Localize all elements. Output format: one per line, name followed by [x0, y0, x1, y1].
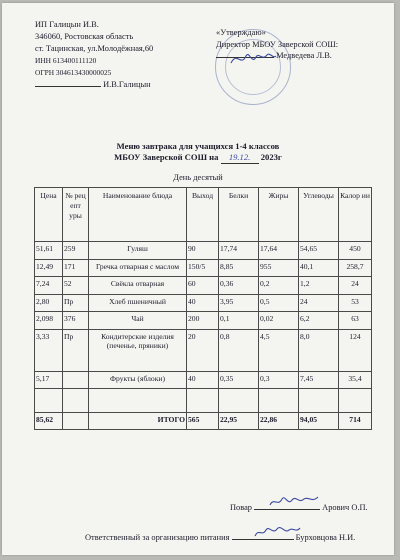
total-recipe [63, 413, 89, 430]
cell-dish: Чай [89, 312, 187, 330]
cell-yield: 90 [187, 242, 219, 260]
supplier-ogrn: ОГРН 304613430000025 [35, 68, 112, 77]
cell-yield: 40 [187, 371, 219, 389]
cell-carbs: 40,1 [299, 259, 339, 277]
menu-subtitle [2, 152, 394, 164]
cell-carbs: 1,2 [299, 277, 339, 295]
col-carbs: Углеводы [299, 188, 339, 242]
supplier-name: ИП Галицын И.В. [35, 20, 99, 29]
cook-name: Арович О.П. [322, 503, 368, 512]
cell-recipe: 171 [63, 259, 89, 277]
cell-carbs: 24 [299, 294, 339, 312]
cell-fat: 4,5 [259, 329, 299, 371]
cell-recipe: 376 [63, 312, 89, 330]
cell-protein: 0,8 [219, 329, 259, 371]
cook-signature-line [230, 503, 368, 512]
total-fat: 22,86 [259, 413, 299, 430]
cell-dish: Фрукты (яблоки) [89, 371, 187, 389]
table-row [35, 242, 372, 260]
col-calories: Калор ии [339, 188, 372, 242]
table-row-empty [35, 389, 372, 413]
cell-dish: Хлеб пшеничный [89, 294, 187, 312]
cell-protein: 8,85 [219, 259, 259, 277]
cell-yield: 200 [187, 312, 219, 330]
cell-dish: Гречка отварная с маслом [89, 259, 187, 277]
cell-dish: Кондитерские изделия (печенье, пряники) [89, 329, 187, 371]
cell-price: 2,80 [35, 294, 63, 312]
approval-block [216, 27, 338, 62]
menu-table [34, 187, 372, 430]
cell-dish: Гуляш [89, 242, 187, 260]
cell-calories: 124 [339, 329, 372, 371]
cell-price: 2,098 [35, 312, 63, 330]
supplier-address-1: 346060, Ростовская область [35, 32, 134, 41]
approver-position: Директор МБОУ Заверской СОШ: [216, 39, 339, 49]
cell-yield: 150/5 [187, 259, 219, 277]
total-carbs: 94,05 [299, 413, 339, 430]
cell-carbs: 54,65 [299, 242, 339, 260]
supplier-inn: ИНН 613400111120 [35, 56, 97, 65]
cell-protein: 17,74 [219, 242, 259, 260]
total-yield: 565 [187, 413, 219, 430]
table-total-row [35, 413, 372, 430]
table-header-row [35, 188, 372, 242]
cell-fat: 0,2 [259, 277, 299, 295]
cell-calories: 24 [339, 277, 372, 295]
total-protein: 22,95 [219, 413, 259, 430]
cell-carbs: 7,45 [299, 371, 339, 389]
table-row [35, 277, 372, 295]
school-label: МБОУ Заверской СОШ на [114, 152, 219, 162]
total-label: ИТОГО [89, 413, 187, 430]
cell-recipe [63, 371, 89, 389]
cell-protein: 0,35 [219, 371, 259, 389]
cell-yield: 60 [187, 277, 219, 295]
cell-fat: 0,5 [259, 294, 299, 312]
cook-label: Повар [230, 503, 252, 512]
cell-price: 7,24 [35, 277, 63, 295]
cell-fat: 0,02 [259, 312, 299, 330]
cell-price: 3,33 [35, 329, 63, 371]
supplier-signature-name: И.В.Галицын [103, 80, 151, 89]
table-row [35, 259, 372, 277]
approver-signature-line [216, 50, 338, 62]
cell-recipe: Пр [63, 329, 89, 371]
cell-price: 51,61 [35, 242, 63, 260]
responsible-label: Ответственный за организацию питания [85, 533, 230, 542]
col-protein: Белки [219, 188, 259, 242]
cell-carbs: 8,0 [299, 329, 339, 371]
cell-carbs: 6,2 [299, 312, 339, 330]
cell-calories: 258,7 [339, 259, 372, 277]
total-price: 85,62 [35, 413, 63, 430]
day-label: День десятый [173, 173, 223, 182]
responsible-name: Бурховцова Н.И. [295, 533, 356, 542]
cell-yield: 20 [187, 329, 219, 371]
cell-dish: Свёкла отварная [89, 277, 187, 295]
cell-calories: 63 [339, 312, 372, 330]
menu-year: 2023г [260, 152, 282, 162]
col-recipe: № рец епт уры [63, 188, 89, 242]
cell-fat: 17,64 [259, 242, 299, 260]
table-row [35, 329, 372, 371]
cell-recipe: 259 [63, 242, 89, 260]
cell-calories: 450 [339, 242, 372, 260]
menu-date: 19.12. [221, 152, 259, 164]
total-calories: 714 [339, 413, 372, 430]
table-row [35, 371, 372, 389]
col-dish: Наименование блюда [89, 188, 187, 242]
cell-calories: 53 [339, 294, 372, 312]
cell-yield: 40 [187, 294, 219, 312]
col-price: Цена [35, 188, 63, 242]
cell-recipe: Пр [63, 294, 89, 312]
cell-recipe: 52 [63, 277, 89, 295]
supplier-address-2: ст. Тацинская, ул.Молодёжная,60 [35, 44, 154, 53]
cell-price: 5,17 [35, 371, 63, 389]
cell-fat: 955 [259, 259, 299, 277]
col-yield: Выход [187, 188, 219, 242]
cell-protein: 0,1 [219, 312, 259, 330]
cell-protein: 0,36 [219, 277, 259, 295]
cell-fat: 0,3 [259, 371, 299, 389]
approver-name: Медведева Л.В. [276, 51, 332, 60]
table-row [35, 312, 372, 330]
supplier-block [35, 19, 153, 91]
cell-calories: 35,4 [339, 371, 372, 389]
menu-title: Меню завтрака для учащихся 1-4 классов [116, 141, 280, 151]
document-page [2, 3, 394, 555]
approval-heading: «Утверждаю» [216, 28, 266, 37]
table-row [35, 294, 372, 312]
cell-protein: 3,95 [219, 294, 259, 312]
responsible-signature-line [85, 533, 355, 542]
supplier-signature-line [35, 79, 153, 91]
col-fat: Жиры [259, 188, 299, 242]
cell-price: 12,49 [35, 259, 63, 277]
